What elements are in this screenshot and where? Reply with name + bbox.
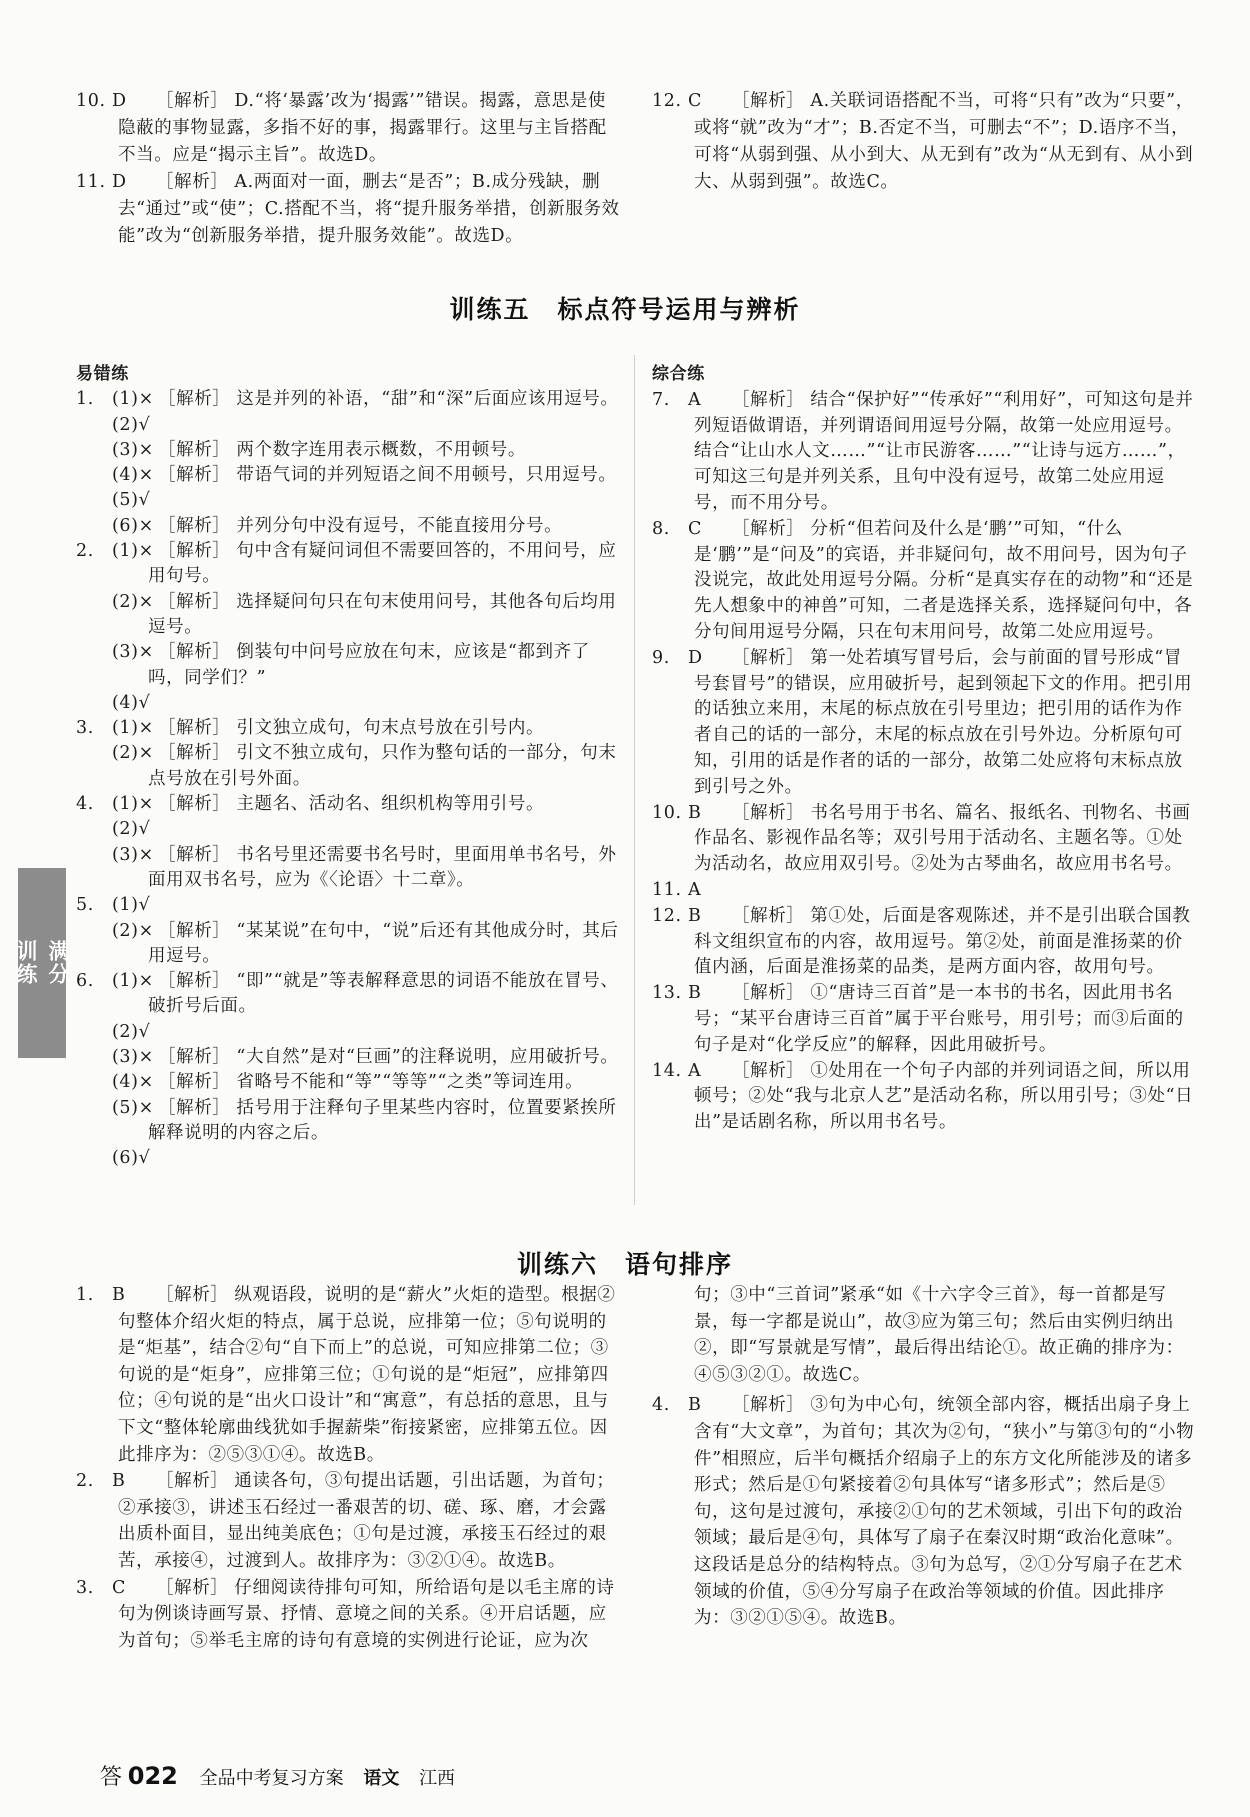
- analysis-tag: ［解析］: [158, 794, 231, 815]
- sub-number: (3)×: [112, 844, 154, 865]
- item-number: 3.: [76, 718, 94, 739]
- section5-left-column: [76, 362, 621, 1172]
- item-number: 4.: [76, 794, 94, 815]
- answer-sub-item: [76, 843, 621, 894]
- answer-sub-item: [76, 741, 621, 792]
- item-number: 7.: [652, 389, 670, 410]
- item-number: 1.: [76, 389, 94, 410]
- section6-left-column: [76, 1282, 621, 1654]
- analysis-tag: ［解析］: [158, 1047, 231, 1068]
- analysis-tag: ［解析］: [158, 642, 231, 663]
- answer-sub-item: [76, 969, 621, 1020]
- analysis-tag: ［解析］: [158, 389, 231, 410]
- analysis-text: 纵观语段，说明的是“薪火”火炬的造型。根据②句整体介绍火炬的特点，属于总说，应排第一位；⑤句说明的是“炬基”，结合②句“自下而上”的总说，可知应排第二位；③句说的是“炬身”，应排第三位；①句说的是“炬冠”，应排第四位；④句说的是“出火口设计”和“寓意”，有总括的意思，且与下文“整体轮廓曲线犹如手握薪柴”衔接紧密，应排第五位。因此排序为：②⑤③①④。故选B。: [118, 1285, 616, 1465]
- answer-item: [652, 981, 1197, 1058]
- analysis-tag: ［解析］: [158, 743, 231, 764]
- answer-item: 11. D ［解析］ A.两面对一面，删去“是否”；B.成分残缺，删去“通过”或“使”；C.搭配不当，将“提升服务举措，创新服务效能”改为“创新服务举措，提升服务效能”。故选D。: [76, 172, 620, 246]
- analysis-tag: ［解析］: [732, 905, 805, 926]
- page-footer: [100, 1760, 455, 1791]
- answer-choice: B: [688, 1395, 702, 1416]
- answer-sub-item: [76, 1146, 621, 1171]
- sub-number: (1)×: [112, 718, 154, 739]
- answer-choice: B: [112, 1471, 126, 1492]
- section5-left-heading: 易错练: [76, 364, 129, 384]
- region: 江西: [419, 1768, 456, 1789]
- item-number: 3.: [76, 1577, 94, 1598]
- sub-number: (2)×: [112, 743, 154, 764]
- answer-sub-item: [76, 387, 621, 412]
- sub-number: (2)√: [112, 414, 151, 435]
- top-left-column: [76, 88, 621, 250]
- sub-number: (4)×: [112, 1072, 154, 1093]
- side-tab-text: 满分: [46, 940, 70, 986]
- item-number: 1.: [76, 1285, 94, 1305]
- analysis-tag: ［解析］: [732, 389, 805, 410]
- item-number: 13.: [652, 983, 682, 1004]
- analysis-text: 选择疑问句只在句末使用问号，其他各句后均用逗号。: [148, 591, 617, 637]
- analysis-tag: ［解析］: [158, 591, 231, 612]
- item-number: 11.: [652, 879, 682, 900]
- analysis-tag: ［解析］: [158, 1097, 231, 1118]
- page-number: 022: [127, 1762, 178, 1790]
- analysis-text: ③句为中心句，统领全部内容，概括出扇子身上含有“大文章”，为首句；其次为②句，“狭小”与第③句的“小物件”相照应，后半句概括介绍扇子上的东方文化所能涉及的诸多形式；然后是①句紧接着②句具体写“诸多形式”；然后是⑤句，这句是过渡句，承接②①句的艺术领域，引出下句的政治领域；最后是④句，具体写了扇子在秦汉时期“政治化意味”。这段话是总分的结构特点。③句为总写，②①分写扇子在艺术领域的价值，⑤④分写扇子在政治等领域的价值。因此排序为：③②①⑤④。故选B。: [694, 1395, 1195, 1629]
- analysis-text: 引文独立成句，句末点号放在引号内。: [236, 718, 545, 739]
- sub-number: (2)√: [112, 1021, 151, 1042]
- top-right-column: [652, 88, 1197, 196]
- answer-item: [76, 1575, 621, 1655]
- item-number: 4.: [652, 1395, 670, 1416]
- answer-item: [652, 517, 1197, 646]
- answer-choice: A: [688, 1060, 702, 1081]
- sub-number: (6)×: [112, 515, 154, 536]
- analysis-tag: ［解析］: [732, 1395, 805, 1416]
- item-number: 6.: [76, 971, 94, 992]
- item-number: 8.: [652, 518, 670, 539]
- analysis-text: 主题名、活动名、组织机构等用引号。: [236, 794, 545, 815]
- sub-number: (2)×: [112, 920, 154, 941]
- analysis-tag: ［解析］: [158, 439, 231, 460]
- answer-sub-item: [76, 1045, 621, 1070]
- subject: 语文: [363, 1768, 400, 1789]
- answer-choice: B: [688, 802, 702, 823]
- analysis-tag: ［解析］: [156, 1471, 229, 1492]
- answer-sub-item: [76, 1096, 621, 1147]
- column-divider: [634, 355, 635, 1205]
- analysis-tag: ［解析］: [158, 515, 231, 536]
- item-number: 9.: [652, 647, 670, 668]
- analysis-text: 通读各句，③句提出话题，引出话题，为首句；②承接③，讲述玉石经过一番艰苦的切、磋、琢、磨，才会露出质朴面目，显出纯美底色；①句是过渡，承接玉石经过的艰苦，承接④，过渡到人。故排序为：③②①④。故选B。: [118, 1471, 615, 1571]
- answer-choice: D: [688, 647, 703, 668]
- analysis-text: 括号用于注释句子里某些内容时，位置要紧挨所解释说明的内容之后。: [148, 1097, 617, 1143]
- analysis-tag: ［解析］: [158, 971, 231, 992]
- analysis-text: ①处用在一个句子内部的并列词语之间，所以用顿号；②处“我与北京人艺”是活动名称，所以用引号；③处“日出”是话剧名称，所以用书名号。: [694, 1060, 1194, 1133]
- continued-text: 句；③中“三首词”紧承“如《十六字令三首》，每一首都是写景，每一字都是说山”，故③应为第三句；然后由实例归纳出②，即“写景就是写情”，最后得出结论①。故正确的排序为：④⑤③②①。故选C。: [694, 1285, 1184, 1385]
- item-number: 14.: [652, 1060, 682, 1081]
- analysis-text: 书名号里还需要书名号时，里面用单书名号，外面用双书名号，应为《〈论语〉十二章》。: [148, 844, 617, 890]
- section-title-6: 训练六 语句排序: [516, 1250, 733, 1279]
- book-title: 全品中考复习方案: [199, 1768, 344, 1789]
- analysis-tag: ［解析］: [158, 844, 231, 865]
- answer-sub-item: [76, 716, 621, 741]
- answer-item: [652, 904, 1197, 981]
- analysis-text: ①“唐诗三百首”是一本书的书名，因此用书名号；“某平台唐诗三百首”属于平台账号，用引号；而③后面的句子是对“化学反应”的解释，因此用破折号。: [694, 983, 1184, 1055]
- footer-prefix: 答: [100, 1765, 123, 1790]
- answer-sub-item: [76, 463, 621, 488]
- side-tab: [14, 868, 70, 1058]
- sub-number: (3)×: [112, 1047, 154, 1068]
- answer-sub-item: [76, 919, 621, 970]
- answer-choice: C: [112, 1577, 126, 1598]
- answer-sub-item: [76, 413, 621, 438]
- analysis-tag: ［解析］: [732, 647, 805, 668]
- analysis-text: 第①处，后面是客观陈述，并不是引出联合国教科文组织宣布的内容，故用逗号。第②处，前面是淮扬菜的价值内涵，后面是淮扬菜的品类，是两方面内容，故用句号。: [694, 905, 1191, 978]
- analysis-text: 句中含有疑问词但不需要回答的，不用问号，应用句号。: [148, 541, 617, 587]
- answer-sub-item: [76, 488, 621, 513]
- analysis-text: 这是并列的补语，“甜”和“深”后面应该用逗号。: [236, 389, 619, 410]
- sub-number: (1)×: [112, 389, 154, 410]
- sub-number: (2)√: [112, 819, 151, 840]
- answer-item: 10. D ［解析］ D.“将‘暴露’改为‘揭露’”错误。揭露，意思是使隐蔽的事物显露，多指不好的事，揭露罪行。这里与主旨搭配不当。应是“揭示主旨”。故选D。: [76, 91, 607, 165]
- sub-number: (4)√: [112, 692, 151, 713]
- answer-sub-item: [76, 590, 621, 641]
- item-number: 5.: [76, 895, 94, 916]
- answer-item: [652, 388, 1197, 517]
- analysis-tag: ［解析］: [158, 541, 231, 562]
- analysis-text: 结合“保护好”“传承好”“利用好”，可知这句是并列短语做谓语，并列谓语间用逗号分隔，故第一处应用逗号。结合“让山水人文……”“让市民游客……”“让诗与远方……”，可知这三句是并列关系，且句中没有逗号，故第二处应用逗号，而不用分号。: [694, 389, 1194, 513]
- answer-sub-item: [76, 691, 621, 716]
- analysis-tag: ［解析］: [732, 1060, 805, 1081]
- sub-number: (5)×: [112, 1097, 154, 1118]
- answer-choice: A: [688, 389, 702, 410]
- answer-sub-item: [76, 817, 621, 842]
- analysis-text: 倒装句中问号应放在句末，应该是“都到齐了吗，同学们？”: [148, 642, 590, 688]
- section6-right-column: [652, 1282, 1197, 1632]
- analysis-text: 两个数字连用表示概数，不用顿号。: [236, 439, 527, 460]
- answer-sub-item: [76, 640, 621, 691]
- sub-number: (1)×: [112, 971, 154, 992]
- sub-number: (3)×: [112, 642, 154, 663]
- section-title-5: 训练五 标点符号运用与辨析: [449, 295, 801, 324]
- analysis-text: “某某说”在句中，“说”后还有其他成分时，其后用逗号。: [148, 920, 619, 966]
- sub-number: (2)×: [112, 591, 154, 612]
- analysis-tag: ［解析］: [158, 718, 231, 739]
- analysis-text: 并列分句中没有逗号，不能直接用分号。: [236, 515, 563, 536]
- answer-item: [652, 646, 1197, 801]
- analysis-text: 第一处若填写冒号后，会与前面的冒号形成“冒号套冒号”的错误，应用破折号，起到领起下文的作用。把引用的话独立来用，末尾的标点放在引号里边；把引用的话作为作者自己的话的一部分，末尾的标点放在引号外边。分析原句可知，引用的话是作者的话的一部分，故第二处应将句末标点放到引号之外。: [694, 647, 1193, 797]
- sub-number: (6)√: [112, 1148, 151, 1169]
- sub-number: (5)√: [112, 490, 151, 511]
- analysis-tag: ［解析］: [158, 1072, 231, 1093]
- analysis-tag: ［解析］: [732, 518, 805, 539]
- answer-item: [652, 801, 1197, 878]
- analysis-tag: ［解析］: [158, 920, 231, 941]
- answer-choice: A: [688, 879, 702, 900]
- analysis-text: 分析“但若问及什么是‘鹏’”可知，“什么是‘鹏’”是“问及”的宾语，并非疑问句，故不用问号，因为句子没说完，故此处用逗号分隔。分析“是真实存在的动物”和“还是先人想象中的神兽”可知，二者是选择关系，选择疑问句中，各分句间用逗号分隔，只在句末用问号，故第二处应用逗号。: [694, 518, 1194, 642]
- sub-number: (1)√: [112, 895, 151, 916]
- sub-number: (4)×: [112, 465, 154, 486]
- answer-choice: B: [688, 983, 702, 1004]
- answer-item: [76, 1468, 621, 1574]
- answer-item: 12. C ［解析］ A.关联词语搭配不当，可将“只有”改为“只要”，或将“就”改为“才”；B.否定不当，可删去“不”；D.语序不当，可将“从弱到强、从小到大、从无到有”改为“从无到有、从小到大、从弱到强”。故选C。: [652, 91, 1194, 192]
- answer-sub-item: [76, 539, 621, 590]
- answer-choice: B: [688, 905, 702, 926]
- answer-choice: B: [112, 1285, 126, 1305]
- analysis-tag: ［解析］: [156, 1285, 229, 1305]
- item-number: 10.: [652, 802, 682, 823]
- answer-item: [652, 878, 1197, 904]
- sub-number: (1)×: [112, 541, 154, 562]
- answer-sub-item: [76, 1070, 621, 1095]
- analysis-tag: ［解析］: [732, 983, 805, 1004]
- answer-item: [652, 1059, 1197, 1136]
- analysis-tag: ［解析］: [156, 1577, 229, 1598]
- answer-choice: C: [688, 518, 702, 539]
- analysis-text: 带语气词的并列短语之间不用顿号，只用逗号。: [236, 465, 617, 486]
- item-number: 12.: [652, 905, 682, 926]
- side-tab-text: 训练: [14, 940, 38, 986]
- sub-number: (3)×: [112, 439, 154, 460]
- section5-right-heading: 综合练: [652, 364, 705, 384]
- item-number: 2.: [76, 1471, 94, 1492]
- analysis-text: 引文不独立成句，只作为整句话的一部分，句末点号放在引号外面。: [148, 743, 617, 789]
- answer-sub-item: [76, 792, 621, 817]
- analysis-text: “即”“就是”等表解释意思的词语不能放在冒号、破折号后面。: [148, 971, 619, 1017]
- analysis-text: “大自然”是对“巨画”的注释说明，应用破折号。: [236, 1047, 619, 1068]
- sub-number: (1)×: [112, 794, 154, 815]
- analysis-tag: ［解析］: [158, 465, 231, 486]
- item-number: 2.: [76, 541, 94, 562]
- analysis-tag: ［解析］: [732, 802, 805, 823]
- section5-right-column: [652, 362, 1197, 1136]
- answer-sub-item: [76, 438, 621, 463]
- analysis-text: 省略号不能和“等”“等等”“之类”等词连用。: [236, 1072, 584, 1093]
- answer-item: [652, 1392, 1197, 1631]
- analysis-text: 书名号用于书名、篇名、报纸名、刊物名、书画作品名、影视作品名等；双引号用于活动名、主题名等。①处为活动名，故应用双引号。②处为古琴曲名，故应用书名号。: [694, 802, 1191, 875]
- analysis-text: 仔细阅读待排句可知，所给语句是以毛主席的诗句为例谈诗画写景、抒情、意境之间的关系。④开启话题，应为首句；⑤举毛主席的诗句有意境的实例进行论证，应为次: [118, 1577, 615, 1651]
- answer-sub-item: [76, 1020, 621, 1045]
- answer-sub-item: [76, 893, 621, 918]
- answer-sub-item: [76, 514, 621, 539]
- answer-item: [76, 1282, 621, 1468]
